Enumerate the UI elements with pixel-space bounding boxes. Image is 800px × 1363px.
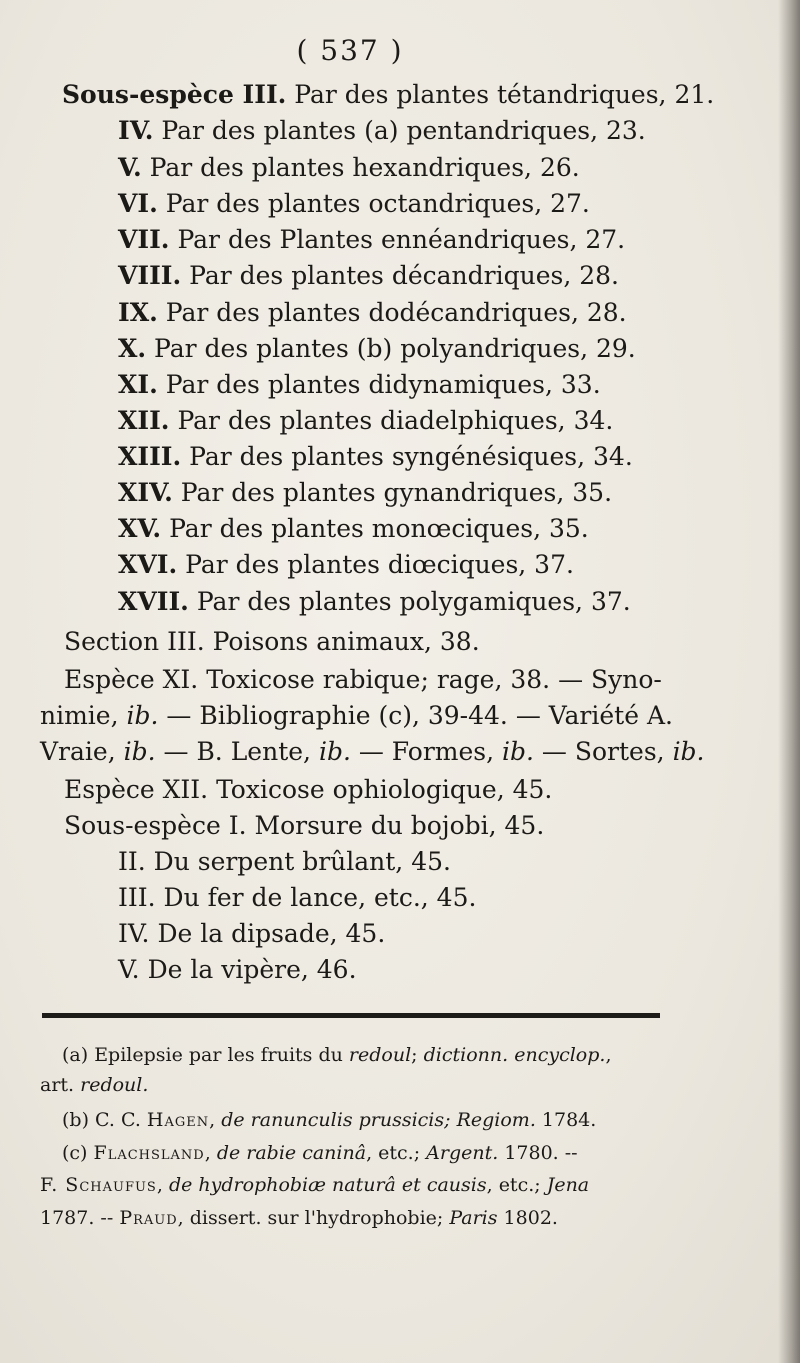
line-s-IV: IV. De la dipsade, 45. (118, 919, 386, 948)
num-XII: XII. (118, 406, 170, 435)
num-X: X. (118, 334, 147, 363)
espece-XI-ib-5: ib. (672, 737, 705, 766)
fn-c2-mid: , etc.; (486, 1174, 547, 1196)
num-XIV: XIV. (118, 478, 173, 507)
num-VI: VI. (118, 189, 158, 218)
line-s-II: II. Du serpent brûlant, 45. (118, 847, 451, 876)
fn-a-sep: ; (411, 1044, 424, 1066)
fn-c3-end: 1802. (497, 1207, 558, 1229)
espece-XI-line-3 (40, 737, 705, 767)
text-VIII: Par des plantes décandriques, 28. (181, 261, 619, 290)
line-XIII (118, 442, 633, 472)
section-III-heading: Section III. Poisons animaux, 38. (64, 627, 480, 656)
fn-c2-title: de hydrophobiæ naturâ et causis (168, 1174, 487, 1196)
line-s-III: III. Du fer de lance, etc., 45. (118, 883, 477, 912)
fn-c-mid: , etc.; (366, 1142, 427, 1164)
line-X (118, 334, 636, 364)
footnote-b (62, 1108, 596, 1132)
fn-b-sep: , (209, 1109, 222, 1131)
line-sous-espece-III (62, 80, 714, 110)
espece-XI-biblio: — Bibliographie (c), 39-44. — Variété A. (158, 701, 673, 730)
line-VIII (118, 261, 619, 291)
fn-c-sep: , (204, 1142, 217, 1164)
line-XII (118, 406, 613, 436)
fn-c3-year: 1787. -- (40, 1207, 120, 1229)
line-XI (118, 370, 601, 400)
num-IV: IV. (118, 116, 154, 145)
text-VII: Par des Plantes ennéandriques, 27. (169, 225, 626, 254)
espece-XI-ib-2: ib. (123, 737, 156, 766)
fn-b-title: de ranunculis prussicis; Regiom. (221, 1109, 536, 1131)
fn-c2-sep: , (156, 1174, 169, 1196)
page-number: ( 537 ) (296, 34, 404, 67)
line-IX (118, 298, 627, 328)
fn-a-dictionn: dictionn. encyclop. (423, 1044, 606, 1066)
fn-a-intro: (a) Epilepsie par les fruits du (62, 1044, 349, 1066)
fn-c-title: de rabie caninâ (216, 1142, 367, 1164)
num-XVII: XVII. (118, 587, 189, 616)
espece-XI-ib-3: ib. (318, 737, 351, 766)
fn-c-flachsland: Flachsland (93, 1142, 205, 1164)
line-XVI (118, 550, 574, 580)
sous-espece-I-line: Sous-espèce I. Morsure du bojobi, 45. (64, 811, 545, 840)
fn-c3-praud: Praud (119, 1207, 178, 1229)
text-XII: Par des plantes diadelphiques, 34. (169, 406, 614, 435)
line-VII (118, 225, 625, 255)
text-sous-espece-III: Par des plantes tétandriques, 21. (286, 80, 715, 109)
text-X: Par des plantes (b) polyandriques, 29. (146, 334, 636, 363)
num-V: V. (118, 153, 142, 182)
text-XIV: Par des plantes gynandriques, 35. (172, 478, 613, 507)
espece-XI-ib-1: ib. (126, 701, 159, 730)
espece-XII-heading: Espèce XII. Toxicose ophiologique, 45. (64, 775, 553, 804)
fn-a-art: art. (40, 1074, 81, 1096)
text-V: Par des plantes hexandriques, 26. (141, 153, 580, 182)
footnote-rule (42, 1013, 660, 1018)
line-s-V: V. De la vipère, 46. (118, 955, 357, 984)
espece-XI-formes: — Formes, (350, 737, 503, 766)
footnote-c-line-3 (40, 1206, 558, 1230)
num-XVI: XVI. (118, 550, 178, 579)
line-XV (118, 514, 589, 544)
line-VI (118, 189, 590, 219)
num-VIII: VIII. (118, 261, 182, 290)
fn-c-schaufus: F. Schaufus (40, 1174, 157, 1196)
text-IX: Par des plantes dodécandriques, 28. (157, 298, 627, 327)
fn-c-end: 1780. -- (498, 1142, 578, 1164)
text-XIII: Par des plantes syngénésiques, 34. (181, 442, 633, 471)
text-IV: Par des plantes (a) pentandriques, 23. (153, 116, 646, 145)
espece-XI-lente: — B. Lente, (155, 737, 319, 766)
footnote-c-line-2 (40, 1173, 589, 1197)
text-XVII: Par des plantes polygamiques, 37. (188, 587, 631, 616)
line-IV (118, 116, 646, 146)
footnote-a-line-2 (40, 1073, 148, 1097)
fn-c-argent: Argent. (426, 1142, 499, 1164)
espece-XI-ib-4: ib. (502, 737, 534, 766)
line-XVII (118, 587, 631, 617)
num-XI: XI. (118, 370, 158, 399)
footnote-c-line-1 (62, 1141, 578, 1165)
num-XV: XV. (118, 514, 162, 543)
espece-XI-vraie: Vraie, (40, 737, 124, 766)
fn-b-year: 1784. (535, 1109, 597, 1131)
line-XIV (118, 478, 612, 508)
fn-b-intro: (b) C. C. (62, 1109, 147, 1131)
footnote-a-line-1 (62, 1043, 611, 1067)
num-XIII: XIII. (118, 442, 182, 471)
espece-XI-nimie: nimie, (40, 701, 127, 730)
page-edge-shadow (778, 0, 800, 1363)
text-VI: Par des plantes octandriques, 27. (157, 189, 590, 218)
fn-c3-mid: , dissert. sur l'hydrophobie; (177, 1207, 450, 1229)
line-V (118, 153, 580, 183)
espece-XI-sortes: — Sortes, (533, 737, 673, 766)
text-XI: Par des plantes didynamiques, 33. (157, 370, 601, 399)
fn-a-end: , (605, 1044, 612, 1066)
fn-a-redoul-2: redoul. (80, 1074, 149, 1096)
fn-c3-paris: Paris (449, 1207, 498, 1229)
num-IX: IX. (118, 298, 158, 327)
num-VII: VII. (118, 225, 170, 254)
espece-XI-line-2 (40, 701, 673, 731)
fn-b-hagen: Hagen (146, 1109, 210, 1131)
espece-XI-line-1: Espèce XI. Toxicose rabique; rage, 38. — Syno- (64, 665, 662, 694)
fn-c-intro: (c) (62, 1142, 94, 1164)
fn-a-redoul: redoul (348, 1044, 412, 1066)
text-XVI: Par des plantes diœciques, 37. (177, 550, 574, 579)
fn-c2-jena: Jena (546, 1174, 590, 1196)
label-sous-espece-III: Sous-espèce III. (62, 80, 287, 109)
text-XV: Par des plantes monœciques, 35. (161, 514, 589, 543)
